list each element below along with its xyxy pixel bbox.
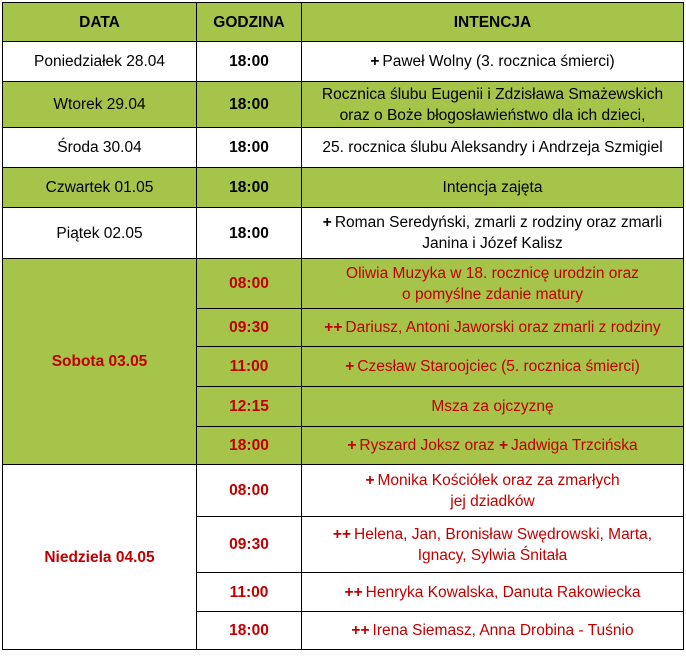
intention-text-part1: Ryszard Joksz oraz bbox=[359, 437, 495, 454]
row-hour: 18:00 bbox=[197, 168, 302, 208]
row-intention bbox=[302, 573, 684, 612]
intention-text-line2: o pomyślne zdanie matury bbox=[402, 285, 583, 303]
intention-text: Henryka Kowalska, Danuta Rakowiecka bbox=[365, 583, 641, 601]
cross-icon: + bbox=[347, 437, 357, 454]
row-intention bbox=[302, 82, 684, 128]
cross-icon: + bbox=[365, 471, 375, 489]
row-hour: 18:00 bbox=[197, 612, 302, 650]
row-hour: 11:00 bbox=[197, 347, 302, 387]
table-row bbox=[3, 82, 684, 128]
intention-text-line2: jej dziadków bbox=[450, 492, 535, 510]
header-date: DATA bbox=[3, 3, 197, 42]
header-intention: INTENCJA bbox=[302, 3, 684, 42]
table-row bbox=[3, 42, 684, 82]
intention-text: Irena Siemasz, Anna Drobina - Tuśnio bbox=[372, 622, 634, 639]
table-header-row bbox=[3, 3, 684, 42]
row-intention: Msza za ojczyznę bbox=[302, 387, 684, 427]
row-hour: 18:00 bbox=[197, 42, 302, 82]
row-hour: 09:30 bbox=[197, 309, 302, 347]
intention-text-line1: Rocznica ślubu Eugenii i Zdzisława Smażewskich bbox=[321, 85, 664, 103]
cross-icon: ++ bbox=[351, 622, 370, 639]
intention-text-line1: Oliwia Muzyka w 18. rocznicę urodzin oraz bbox=[346, 264, 639, 282]
row-intention bbox=[302, 427, 684, 465]
row-intention bbox=[302, 42, 684, 82]
sunday-date: Niedziela 04.05 bbox=[3, 465, 197, 650]
row-intention bbox=[302, 208, 684, 259]
row-intention bbox=[302, 465, 684, 517]
row-intention bbox=[302, 612, 684, 650]
mass-schedule-table bbox=[2, 2, 684, 650]
saturday-date: Sobota 03.05 bbox=[3, 259, 197, 465]
intention-text-line1: Monika Kościółek oraz za zmarłych bbox=[377, 471, 620, 489]
row-intention bbox=[302, 309, 684, 347]
cross-icon: ++ bbox=[332, 525, 352, 543]
cross-icon: ++ bbox=[324, 319, 343, 336]
row-hour: 08:00 bbox=[197, 465, 302, 517]
table-row bbox=[3, 465, 684, 517]
cross-icon: + bbox=[370, 53, 380, 70]
row-intention bbox=[302, 259, 684, 309]
intention-text-line1: Helena, Jan, Bronisław Swędrowski, Marta, bbox=[354, 525, 653, 543]
row-hour: 18:00 bbox=[197, 427, 302, 465]
row-intention bbox=[302, 347, 684, 387]
cross-icon: + bbox=[498, 437, 509, 454]
intention-text-part2: Jadwiga Trzcińska bbox=[511, 437, 638, 454]
row-date: Środa 30.04 bbox=[3, 128, 197, 168]
intention-text: Czesław Staroojciec (5. rocznica śmierci) bbox=[357, 358, 640, 375]
table-row bbox=[3, 168, 684, 208]
cross-icon: + bbox=[322, 214, 332, 231]
intention-text-line2: oraz o Boże błogosławieństwo dla ich dzieci, bbox=[339, 106, 646, 124]
row-date: Piątek 02.05 bbox=[3, 208, 197, 259]
table-row bbox=[3, 259, 684, 309]
row-hour: 09:30 bbox=[197, 517, 302, 573]
intention-text: Paweł Wolny (3. rocznica śmierci) bbox=[382, 53, 615, 70]
row-hour: 12:15 bbox=[197, 387, 302, 427]
cross-icon: ++ bbox=[344, 583, 363, 601]
row-date: Poniedziałek 28.04 bbox=[3, 42, 197, 82]
intention-text-line2: Ignacy, Sylwia Śnitała bbox=[417, 546, 568, 564]
row-hour: 18:00 bbox=[197, 128, 302, 168]
intention-text-line1: Roman Seredyński, zmarli z rodziny oraz zmarli bbox=[334, 214, 663, 231]
cross-icon: + bbox=[345, 358, 355, 375]
intention-text: Dariusz, Antoni Jaworski oraz zmarli z rodziny bbox=[345, 319, 661, 336]
row-intention: 25. rocznica ślubu Aleksandry i Andrzeja Szmigiel bbox=[302, 128, 684, 168]
row-intention: Intencja zajęta bbox=[302, 168, 684, 208]
intention-text-line2: Janina i Józef Kalisz bbox=[422, 235, 563, 252]
header-hour: GODZINA bbox=[197, 3, 302, 42]
row-date: Czwartek 01.05 bbox=[3, 168, 197, 208]
row-hour: 18:00 bbox=[197, 82, 302, 128]
row-hour: 08:00 bbox=[197, 259, 302, 309]
row-hour: 11:00 bbox=[197, 573, 302, 612]
row-date: Wtorek 29.04 bbox=[3, 82, 197, 128]
table-row bbox=[3, 208, 684, 259]
row-intention bbox=[302, 517, 684, 573]
row-hour: 18:00 bbox=[197, 208, 302, 259]
table-row bbox=[3, 128, 684, 168]
